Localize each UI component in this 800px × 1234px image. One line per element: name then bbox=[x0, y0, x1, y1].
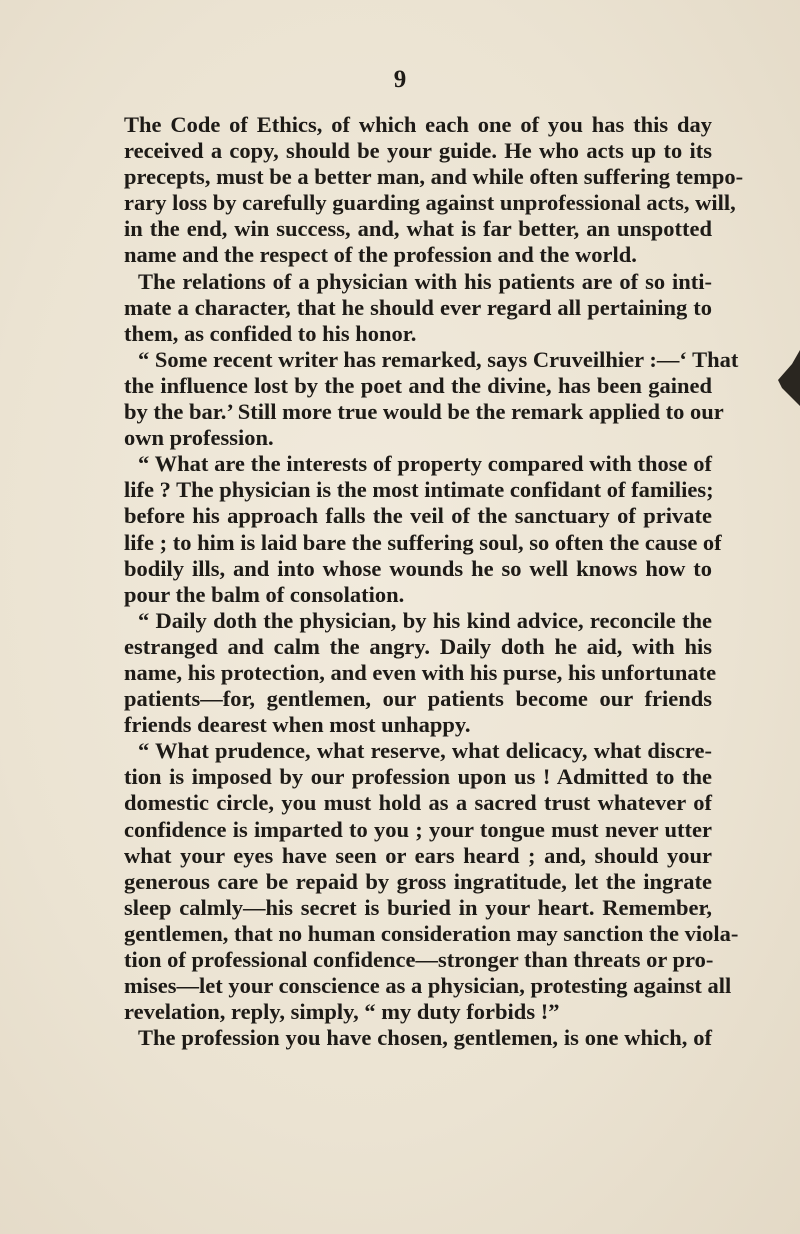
text-line: The relations of a physician with his patients are of so inti- bbox=[138, 268, 712, 294]
text-line: name, his protection, and even with his purse, his unfortunate bbox=[124, 659, 717, 685]
text-line: generous care be repaid by gross ingratitude, let the ingrate bbox=[124, 868, 712, 894]
text-line: The Code of Ethics, of which each one of you has this day bbox=[124, 112, 712, 137]
text-line: friends dearest when most unhappy. bbox=[124, 712, 471, 738]
page-edge-tab-icon bbox=[778, 350, 800, 406]
text-line: sleep calmly—his secret is buried in your heart. Remember, bbox=[124, 894, 712, 920]
text-line: life ? The physician is the most intimate confidant of families; bbox=[124, 477, 714, 503]
text-line: in the end, win success, and, what is far better, an unspotted bbox=[124, 216, 712, 242]
text-line: rary loss by carefully guarding against unprofessional acts, will, bbox=[124, 190, 736, 216]
text-line: confidence is imparted to you ; your tongue must never utter bbox=[124, 816, 712, 842]
text-line: them, as confided to his honor. bbox=[124, 320, 417, 346]
text-line: mises—let your conscience as a physician, protesting against all bbox=[124, 973, 732, 999]
text-line: precepts, must be a better man, and while often suffering tempo- bbox=[124, 164, 744, 190]
text-line: domestic circle, you must hold as a sacred trust whatever of bbox=[124, 790, 712, 816]
text-line: revelation, reply, simply, “ my duty forbids !” bbox=[124, 999, 560, 1025]
body-text bbox=[124, 112, 744, 1051]
text-line: the influence lost by the poet and the divine, has been gained bbox=[124, 372, 712, 398]
text-line: “ Some recent writer has remarked, says Cruveilhier :—‘ That bbox=[138, 346, 739, 372]
text-line: bodily ills, and into whose wounds he so well knows how to bbox=[124, 555, 712, 581]
text-line: “ Daily doth the physician, by his kind advice, reconcile the bbox=[138, 607, 712, 633]
text-line: received a copy, should be your guide. He who acts up to its bbox=[124, 138, 712, 164]
text-line: before his approach falls the veil of the sanctuary of private bbox=[124, 503, 712, 529]
text-line: The profession you have chosen, gentlemen, is one which, of bbox=[138, 1025, 712, 1051]
text-line: own profession. bbox=[124, 425, 274, 451]
text-line: “ What prudence, what reserve, what delicacy, what discre- bbox=[138, 738, 712, 764]
text-line: estranged and calm the angry. Daily doth he aid, with his bbox=[124, 633, 712, 659]
page-number: 9 bbox=[393, 66, 407, 93]
text-line: what your eyes have seen or ears heard ; and, should your bbox=[124, 842, 712, 868]
text-line: pour the balm of consolation. bbox=[124, 581, 405, 607]
text-line: tion is imposed by our profession upon us ! Admitted to the bbox=[124, 764, 712, 790]
text-line: name and the respect of the profession and the world. bbox=[124, 242, 637, 268]
text-line: life ; to him is laid bare the suffering soul, so often the cause of bbox=[124, 529, 722, 555]
text-line: patients—for, gentlemen, our patients become our friends bbox=[124, 686, 712, 712]
text-line: gentlemen, that no human consideration may sanction the viola- bbox=[124, 920, 739, 946]
text-line: tion of professional confidence—stronger than threats or pro- bbox=[124, 947, 714, 972]
text-line: mate a character, that he should ever regard all pertaining to bbox=[124, 294, 712, 320]
text-line: by the bar.’ Still more true would be the remark applied to our bbox=[124, 399, 724, 425]
text-line: “ What are the interests of property compared with those of bbox=[138, 451, 712, 477]
